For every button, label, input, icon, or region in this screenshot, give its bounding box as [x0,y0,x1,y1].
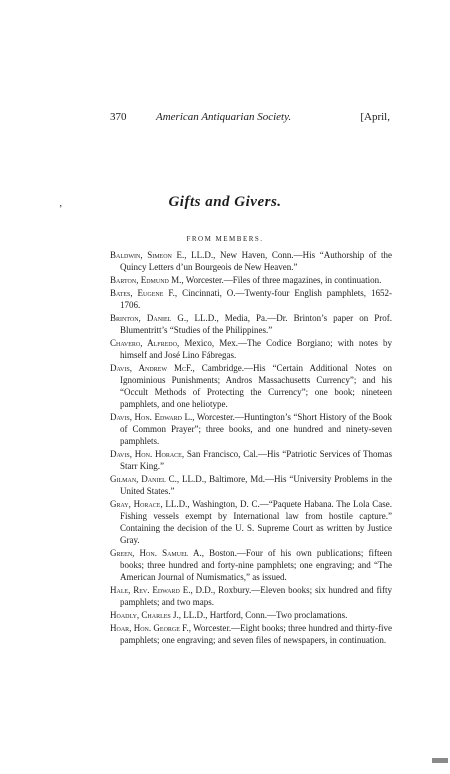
gift-description: Washington, D. C.—“Paquete Habana. The Lola Case. Fishing vessels exempt by International law from hostile capture.” Containing the decision of the U. S. Supreme Court as written by Justice Gray. [120,499,392,545]
section-subhead: FROM MEMBERS. [186,235,264,243]
gift-description: Mexico, Mex.—The Codice Borgiano; with notes by himself and José Lino Fábregas. [120,338,392,360]
gift-description: Cambridge.—His “Certain Additional Notes on Ignominious Punishments; Andros Massachusetts Currency”; and his “Occult Methods of Protecting the Currency”; one book; nineteen pamphlets, and one heliotype. [120,363,392,409]
donor-name: Gilman, Daniel C., LL.D., [110,474,207,484]
page-number: 370 [110,111,127,123]
issue-month: [April, [360,111,390,123]
gift-entry [110,362,392,410]
gift-description: Roxbury.—Eleven books; six hundred and fifty pamphlets; and two maps. [120,585,392,607]
donor-name: Baldwin, Simeon E., LL.D., [110,250,216,260]
gift-description: Hartford, Conn.—Two proclamations. [207,610,348,620]
margin-mark: ‚ [59,198,63,209]
gift-description: Boston.—Four of his own publications; fifteen books; three hundred and forty-nine pamphlets; one engraving; and “The American Journal of Numismatics,” as issued. [120,548,392,582]
gift-description: Worcester.—Huntington’s “Short History of the Book of Common Prayer”; three books, and one hundred and ninety-seven pamphlets. [120,412,393,446]
section-title: Gifts and Givers. [168,194,282,210]
gift-entry [110,498,392,546]
gift-entry [110,312,392,336]
donor-name: Barton, Edmund M., [110,275,184,285]
donor-name: Chavero, Alfredo, [110,338,180,348]
donor-name: Hoar, Hon. George F., [110,623,191,633]
gift-entry [110,547,392,583]
gift-description: Media, Pa.—Dr. Brinton’s paper on Prof. Blumentritt’s “Studies of the Philippines.” [120,313,392,335]
gift-description: Worcester.—Files of three magazines, in continuation. [183,275,382,285]
running-head [110,110,390,124]
gift-entry [110,274,392,286]
donor-name: Gray, Horace, LL.D., [110,499,190,509]
journal-title: American Antiquarian Society. [156,111,292,123]
scan-edge-mark [432,758,448,763]
gift-entry [110,249,392,273]
gift-entry [110,584,392,608]
donor-name: Hoadly, Charles J., LL.D., [110,610,208,620]
donor-name: Hale, Rev. Edward E., D.D., [110,585,216,595]
gift-description: New Haven, Conn.—His “Authorship of the Quincy Letters d’un Bourgeois de New Heaven.” [120,250,392,272]
gift-list [110,249,392,647]
donor-name: Bates, Eugene F., [110,288,178,298]
donor-name: Green, Hon. Samuel A., [110,548,205,558]
donor-name: Davis, Andrew McF., [110,363,195,373]
gift-description: Baltimore, Md.—His “University Problems in the United States.” [120,474,393,496]
donor-name: Davis, Hon. Horace, [110,449,185,459]
gift-entry [110,448,392,472]
gift-entry [110,337,392,361]
gift-description: Cincinnati, O.—Twenty-four English pamphlets, 1652-1706. [120,288,393,310]
gift-entry [110,287,392,311]
gift-entry [110,622,392,646]
donor-name: Brinton, Daniel G., LL.D., [110,313,219,323]
gift-description: San Francisco, Cal.—His “Patriotic Services of Thomas Starr King.” [120,449,393,471]
gift-description: Worcester.—Eight books; three hundred and thirty-five pamphlets; one engraving; and seven files of newspapers, in continuation. [120,623,393,645]
gift-entry [110,473,392,497]
gift-entry [110,411,392,447]
donor-name: Davis, Hon. Edward L., [110,412,195,422]
gift-entry [110,609,392,621]
